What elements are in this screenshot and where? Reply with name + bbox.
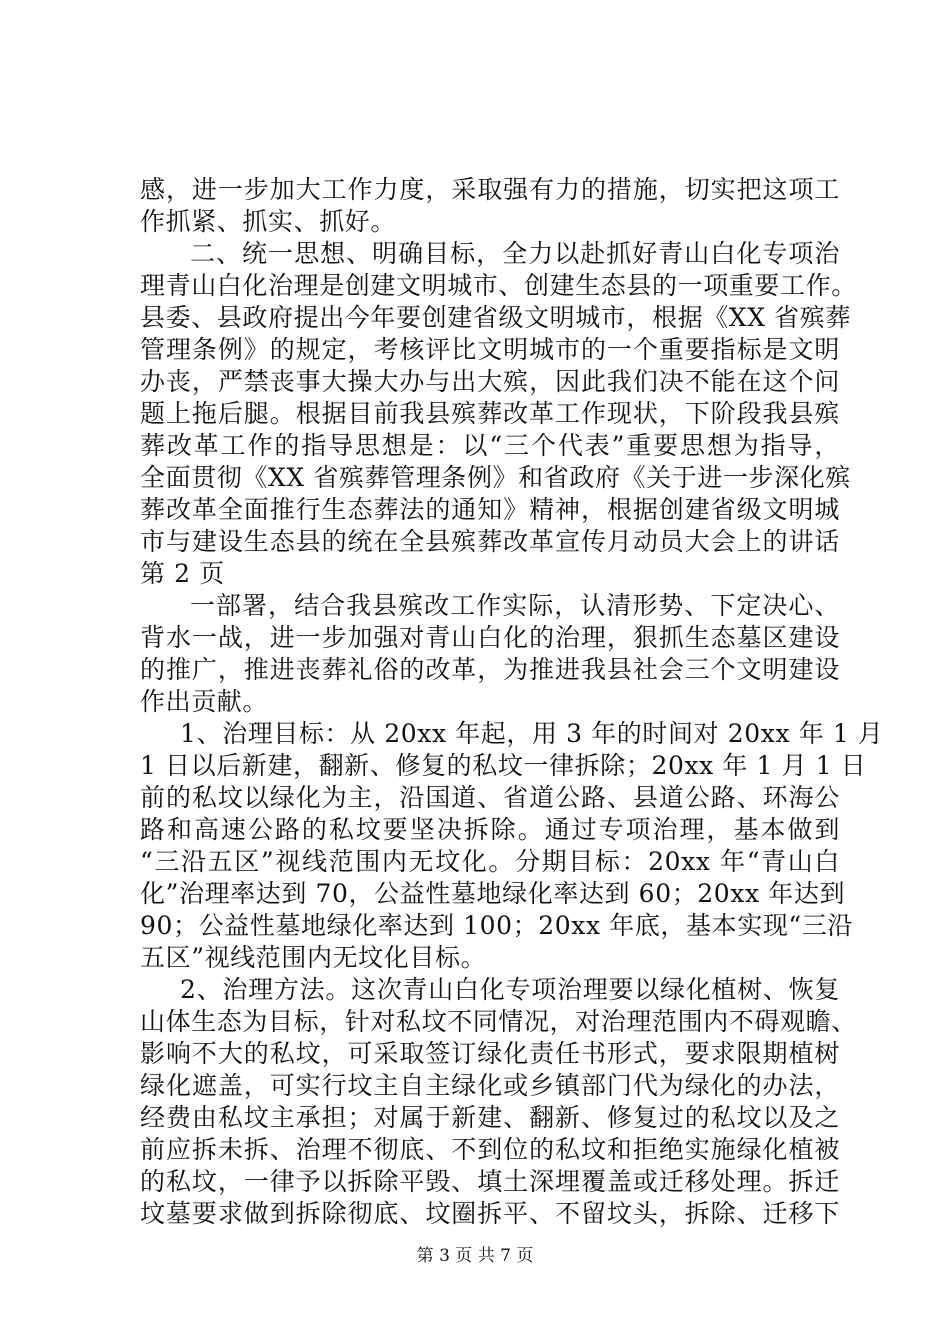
text-line: 前的私坟以绿化为主，沿国道、省道公路、县道公路、环海公 [140, 783, 840, 812]
text-line: 办丧，严禁丧事大操大办与出大殡，因此我们决不能在这个问 [140, 367, 840, 396]
page-number-label: 第 3 页 共 7 页 [416, 1246, 534, 1266]
text-line: 作出贡献。 [140, 687, 269, 716]
text-line: 路和高速公路的私坟要坚决拆除。通过专项治理，基本做到 [140, 815, 840, 844]
document-body [140, 174, 884, 1230]
text-line: 背水一战，进一步加强对青山白化的治理，狠抓生态墓区建设 [140, 623, 840, 652]
text-line: 全面贯彻《XX 省殡葬管理条例》和省政府《关于进一步深化殡 [140, 463, 851, 492]
text-line: 90；公益性墓地绿化率达到 100；20xx 年底，基本实现“三沿 [140, 911, 854, 940]
text-line: 葬改革工作的指导思想是：以“三个代表”重要思想为指导， [140, 431, 840, 460]
text-line: 县委、县政府提出今年要创建省级文明城市，根据《XX 省殡葬 [140, 303, 851, 332]
inline-page-marker: 第 2 页 [140, 559, 225, 588]
text-line: 绿化遮盖，可实行坟主自主绿化或乡镇部门代为绿化的办法， [140, 1071, 840, 1100]
text-line: 作抓紧、抓实、抓好。 [140, 207, 397, 236]
text-line: 前应拆未拆、治理不彻底、不到位的私坟和拒绝实施绿化植被 [140, 1135, 840, 1164]
text-line: 管理条例》的规定，考核评比文明城市的一个重要指标是文明 [140, 335, 840, 364]
text-line: 题上拖后腿。根据目前我县殡葬改革工作现状，下阶段我县殡 [140, 399, 840, 428]
text-line: 的私坟，一律予以拆除平毁、填土深埋覆盖或迁移处理。拆迁 [140, 1167, 840, 1196]
text-line: 经费由私坟主承担；对属于新建、翻新、修复过的私坟以及之 [140, 1103, 840, 1132]
text-line: 的推广，推进丧葬礼俗的改革，为推进我县社会三个文明建设 [140, 655, 840, 684]
paragraph-start-line: 2、治理方法。这次青山白化专项治理要以绿化植树、恢复 [180, 975, 840, 1004]
text-line: “三沿五区”视线范围内无坟化。分期目标：20xx 年“青山白 [140, 847, 840, 876]
page-footer [0, 1245, 950, 1267]
paragraph-start-line: 1、治理目标：从 20xx 年起，用 3 年的时间对 20xx 年 1 月 [180, 719, 884, 748]
paragraph-start-line: 一部署，结合我县殡改工作实际，认清形势、下定决心、 [190, 591, 840, 620]
text-line: 葬改革全面推行生态葬法的通知》精神，根据创建省级文明城 [140, 495, 840, 524]
text-line: 山体生态为目标，针对私坟不同情况，对治理范围内不碍观瞻、 [140, 1007, 857, 1036]
text-line: 五区”视线范围内无坟化目标。 [140, 943, 487, 972]
paragraph-start-line: 二、统一思想、明确目标，全力以赴抓好青山白化专项治 [190, 239, 840, 268]
text-line: 市与建设生态县的统在全县殡葬改革宣传月动员大会上的讲话 [140, 527, 840, 556]
text-line: 感，进一步加大工作力度，采取强有力的措施，切实把这项工 [140, 175, 840, 204]
text-line: 1 日以后新建，翻新、修复的私坟一律拆除；20xx 年 1 月 1 日 [140, 751, 867, 780]
text-line: 坟墓要求做到拆除彻底、坟圈拆平、不留坟头，拆除、迁移下 [140, 1199, 840, 1228]
text-line: 影响不大的私坟，可采取签订绿化责任书形式，要求限期植树 [140, 1039, 840, 1068]
text-line: 化”治理率达到 70，公益性墓地绿化率达到 60；20xx 年达到 [140, 879, 846, 908]
text-line: 理青山白化治理是创建文明城市、创建生态县的一项重要工作。 [140, 271, 857, 300]
